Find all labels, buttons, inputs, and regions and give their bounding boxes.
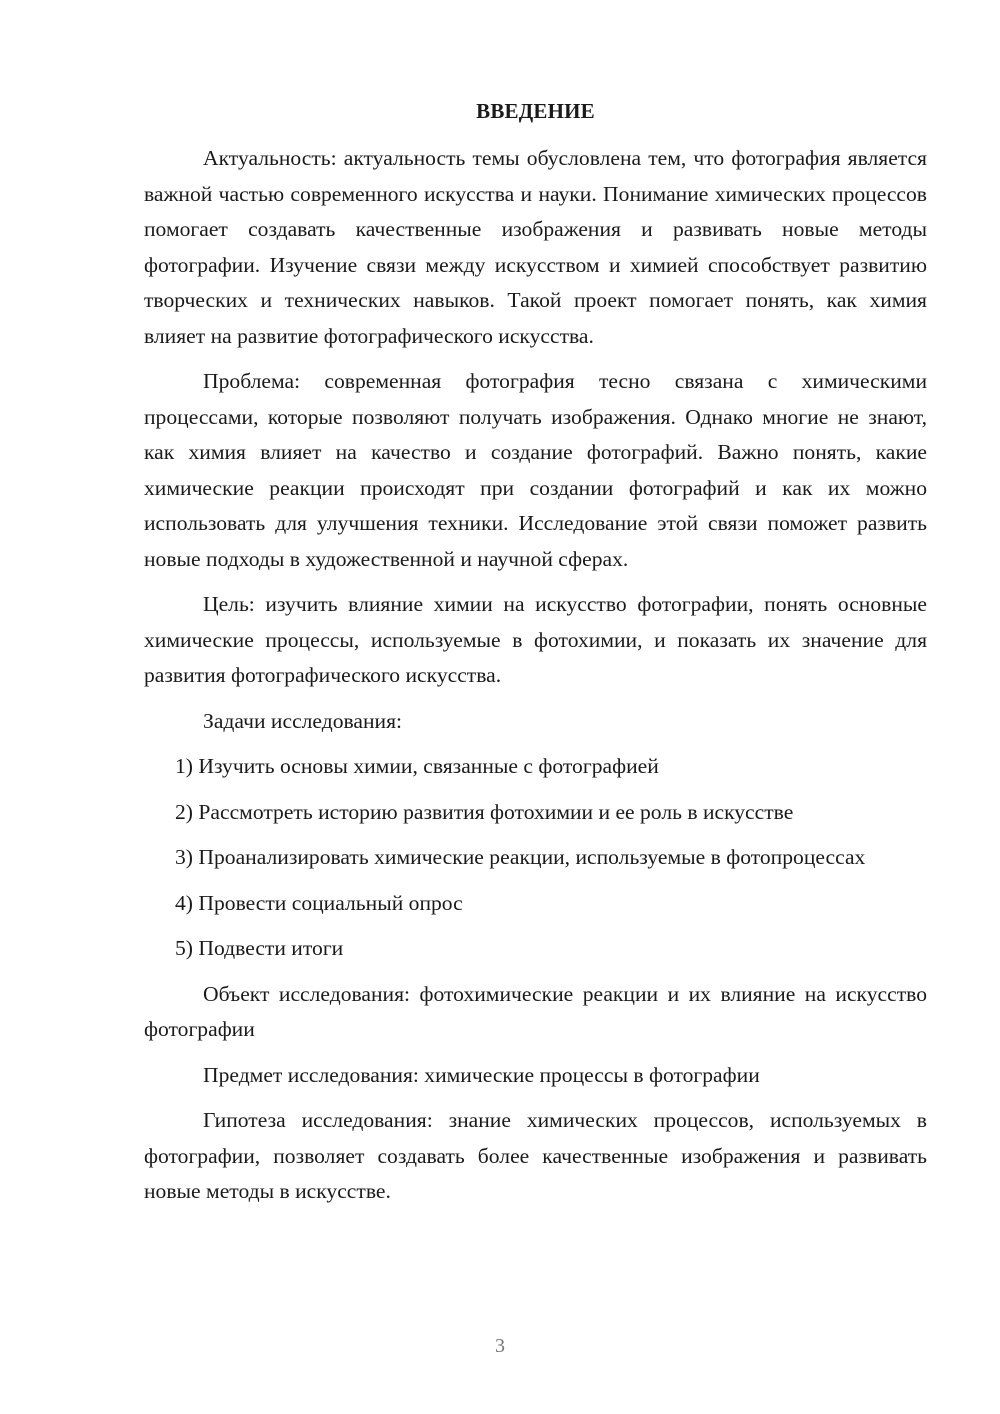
paragraph-goal: Цель: изучить влияние химии на искусство фотографии, понять основные химические процессы, используемые в фотохимии, и показать их значение для развития фотографического искусства. xyxy=(144,592,927,687)
section-title: ВВЕДЕНИЕ xyxy=(476,99,595,123)
paragraph-object: Объект исследования: фотохимические реакции и их влияние на искусство фотографии xyxy=(144,981,927,1041)
paragraph-hypothesis: Гипотеза исследования: знание химических процессов, используемых в фотографии, позволяет создавать более качественные изображения и развивать новые методы в искусстве. xyxy=(144,1108,927,1203)
task-item-3: 3) Проанализировать химические реакции, используемые в фотопроцессах xyxy=(175,845,866,869)
task-item-4: 4) Провести социальный опрос xyxy=(175,890,463,915)
paragraph-problem: Проблема: современная фотография тесно связана с химическими процессами, которые позволяют получать изображения. Однако многие не знают, как химия влияет на качество и создание фотографий. Важно понять, какие химические реакции происходят при создании фотографий и как их можно использовать для улучшения техники. Исследование этой связи поможет развить новые подходы в художественной и научной сферах. xyxy=(144,369,927,571)
task-item-2: 2) Рассмотреть историю развития фотохимии и ее роль в искусстве xyxy=(175,799,794,824)
task-item-1: 1) Изучить основы химии, связанные с фотографией xyxy=(175,754,659,778)
paragraph-subject: Предмет исследования: химические процессы в фотографии xyxy=(203,1062,760,1087)
paragraph-tasks-heading: Задачи исследования: xyxy=(203,708,403,733)
page-number: 3 xyxy=(495,1335,505,1357)
document-page xyxy=(144,94,927,1220)
paragraph-relevance: Актуальность: актуальность темы обусловлена тем, что фотография является важной частью современного искусства и науки. Понимание химических процессов помогает создавать качественные изображения и развивать новые методы фотографии. Изучение связи между искусством и химией способствует развитию творческих и технических навыков. Такой проект помогает понять, как химия влияет на развитие фотографического искусства. xyxy=(144,146,927,348)
task-item-5: 5) Подвести итоги xyxy=(175,936,344,960)
